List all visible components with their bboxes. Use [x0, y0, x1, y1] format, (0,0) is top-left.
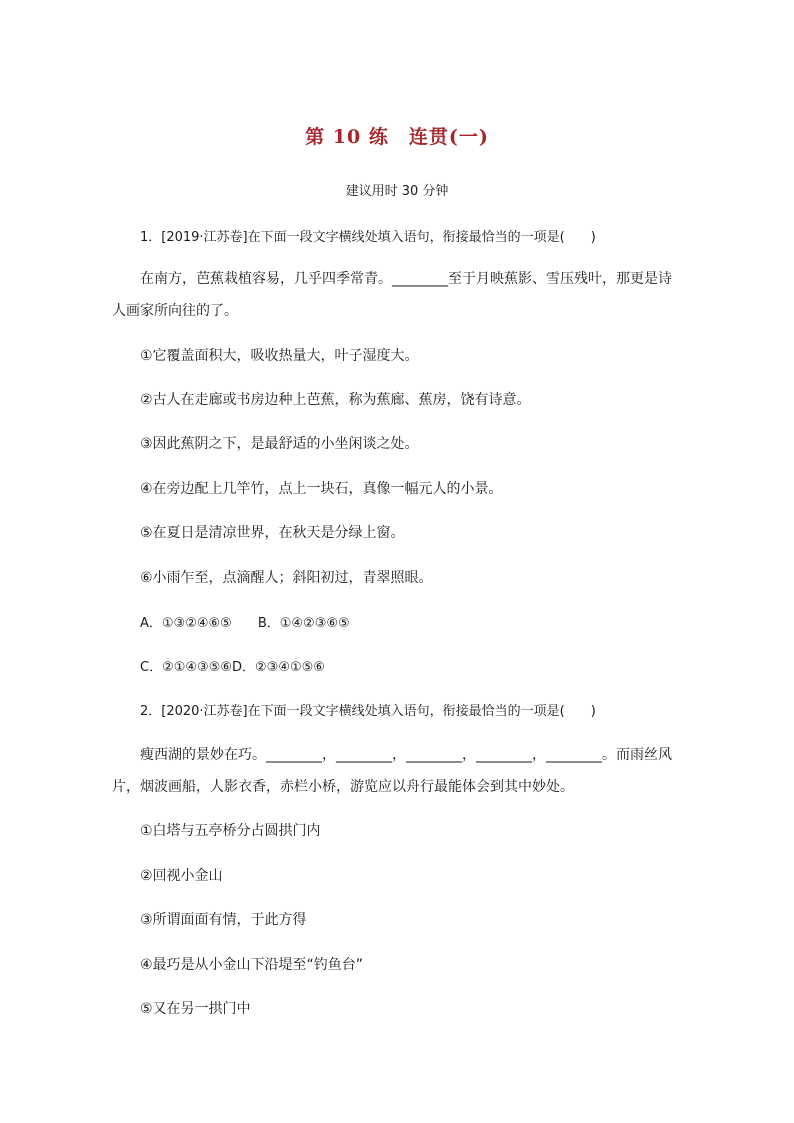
- question-1-option-3: ③因此蕉阴之下，是最舒适的小坐闲谈之处。: [140, 436, 419, 452]
- question-2-stem: 2．[2020·江苏卷]在下面一段文字横线处填入语句，衔接最恰当的一项是( ): [140, 704, 596, 719]
- question-1-option-2: ②古人在走廊或书房边种上芭蕉，称为蕉廊、蕉房，饶有诗意。: [140, 392, 531, 408]
- question-2-option-5: ⑤又在另一拱门中: [140, 1001, 251, 1017]
- page-title: 第 10 练 连贯(一): [305, 126, 489, 148]
- question-1-stem: 1．[2019·江苏卷]在下面一段文字横线处填入语句，衔接最恰当的一项是( ): [140, 230, 596, 245]
- question-2-passage-line-2: 片，烟波画船，人影衣香，赤栏小桥，游览应以舟行最能体会到其中妙处。: [112, 779, 574, 795]
- question-1-option-6: ⑥小雨乍至，点滴醒人；斜阳初过，青翠照眼。: [140, 570, 433, 586]
- question-2-passage-line-1: 瘦西湖的景妙在巧。________，________，________，________，________。而雨丝风: [140, 747, 672, 763]
- question-2-option-4: ④最巧是从小金山下沿堤至“钓鱼台”: [140, 957, 364, 973]
- question-2-option-2: ②回视小金山: [140, 868, 223, 884]
- question-2-option-1: ①白塔与五亭桥分占圆拱门内: [140, 823, 321, 839]
- question-1-option-5: ⑤在夏日是清凉世界，在秋天是分绿上窗。: [140, 525, 405, 541]
- question-1-choices-cd: C．②①④③⑤⑥D．②③④①⑤⑥: [140, 660, 325, 675]
- question-1-passage-line-1: 在南方，芭蕉栽植容易，几乎四季常青。________至于月映蕉影、雪压残叶，那更是诗: [140, 271, 672, 287]
- question-2-option-3: ③所谓面面有情，于此方得: [140, 912, 307, 928]
- question-1-option-1: ①它覆盖面积大，吸收热量大，叶子湿度大。: [140, 348, 419, 364]
- question-1-option-4: ④在旁边配上几竿竹，点上一块石，真像一幅元人的小景。: [140, 481, 503, 497]
- suggested-time: 建议用时 30 分钟: [345, 184, 449, 199]
- question-1-passage-line-2: 人画家所向往的了。: [112, 303, 238, 319]
- question-1-choices-ab: A．①③②④⑥⑤ B．①④②③⑥⑤: [140, 616, 350, 631]
